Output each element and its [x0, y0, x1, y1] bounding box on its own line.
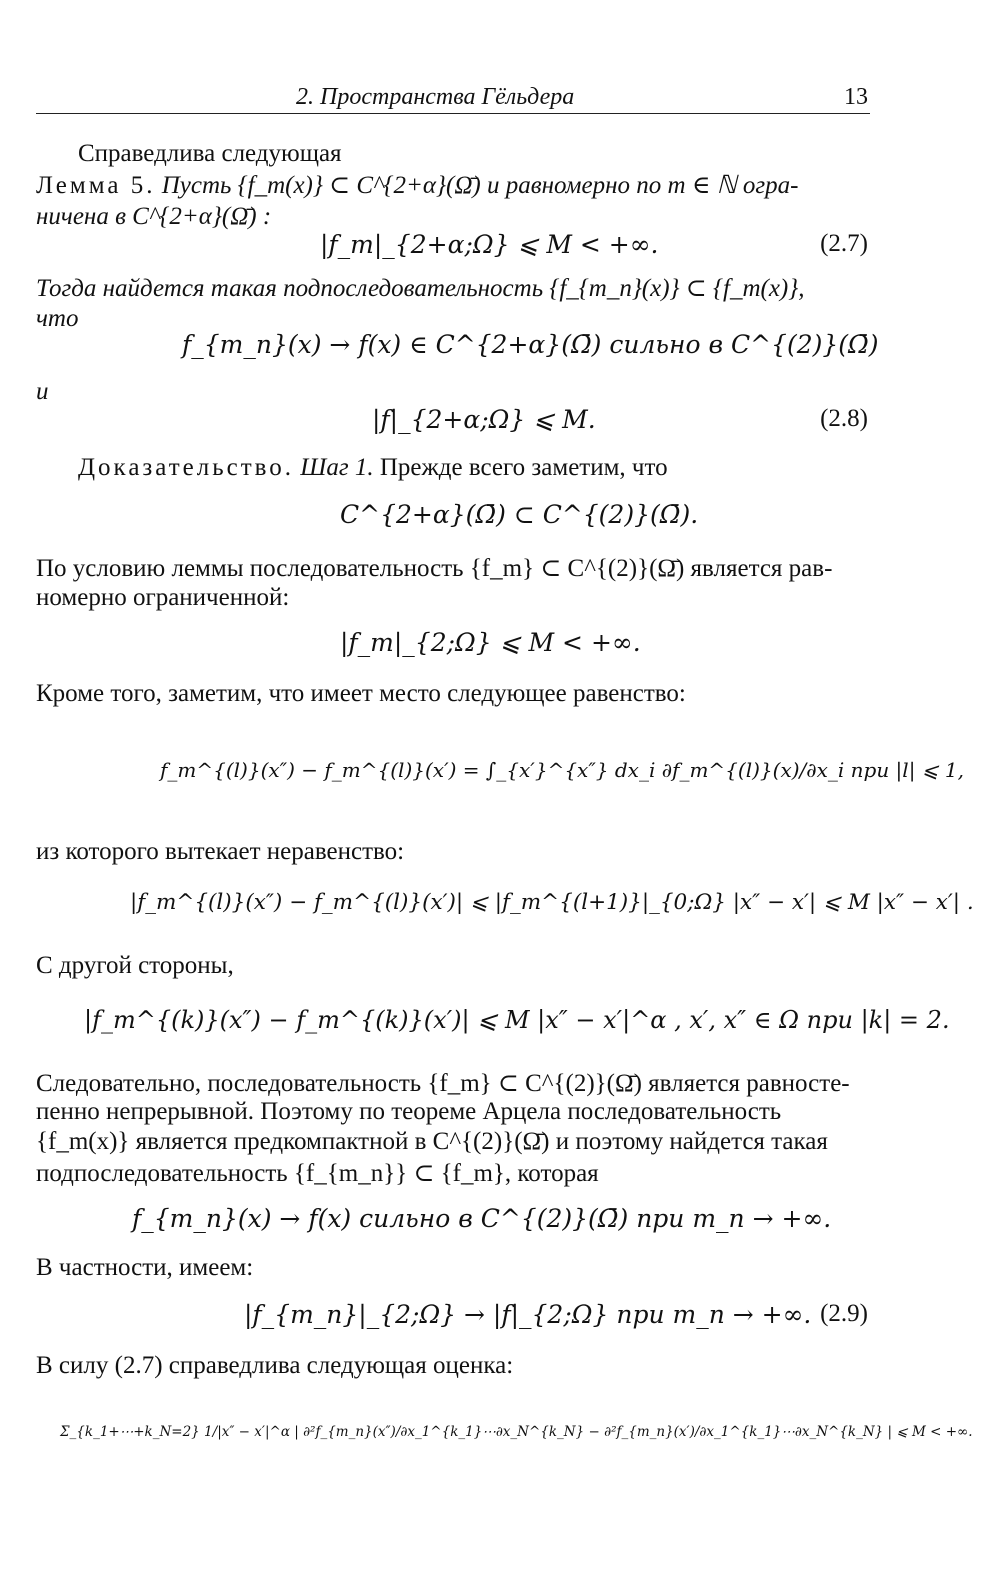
lemma-label: Лемма 5. — [36, 172, 156, 199]
inequality-1: |f_m^{(l)}(x″) − f_m^{(l)}(x′)| ⩽ |f_m^{(l+1)}|_{0;Ω} |x″ − x′| ⩽ M |x″ − x′| . — [130, 890, 974, 915]
eq-2-9: |f_{m_n}|_{2;Ω} → |f|_{2;Ω} при m_n → +∞. — [244, 1300, 812, 1329]
proof-label: Доказательство. — [78, 454, 295, 481]
para1-line-1: По условию леммы последовательность {f_m} ⊂ C^{(2)}(Ω̄) является рав- — [36, 555, 833, 582]
inequality-2: |f_m^{(k)}(x″) − f_m^{(k)}(x′)| ⩽ M |x″ − x′|^α , x′, x″ ∈ Ω при |k| = 2. — [84, 1006, 950, 1034]
para7: В силу (2.7) справедлива следующая оценка: — [36, 1352, 514, 1379]
running-title: 2. Пространства Гёльдера — [296, 84, 575, 110]
eq-2-7-number: (2.7) — [820, 230, 868, 257]
eq-2-8: |f|_{2+α;Ω} ⩽ M. — [372, 405, 596, 434]
eq-2-7: |f_m|_{2+α;Ω} ⩽ M < +∞. — [320, 230, 659, 259]
proof-text: Прежде всего заметим, что — [379, 454, 668, 481]
eq-2-9-number: (2.9) — [820, 1300, 868, 1327]
lemma-line-1 — [36, 170, 870, 200]
para5-line-4: подпоследовательность {f_{m_n}} ⊂ {f_m}, которая — [36, 1160, 599, 1187]
para1-line-2: номерно ограниченной: — [36, 584, 290, 611]
para6: В частности, имеем: — [36, 1254, 254, 1281]
final-estimate: Σ_{k_1+⋯+k_N=2} 1/|x″ − x′|^α | ∂²f_{m_n}(x″)/∂x_1^{k_1}⋯∂x_N^{k_N} − ∂²f_{m_n}(x′)/∂x_1^{k_1}⋯∂x_N^{k_N} | ⩽ M < +∞. — [60, 1424, 973, 1440]
para2: Кроме того, заметим, что имеет место следующее равенство: — [36, 680, 686, 707]
step-label: Шаг 1. — [300, 454, 374, 481]
proof-line — [78, 454, 668, 482]
integral-equation: f_m^{(l)}(x″) − f_m^{(l)}(x′) = ∫_{x′}^{x″} dx_i ∂f_m^{(l)}(x)/∂x_i при |l| ⩽ 1, — [160, 758, 964, 782]
eq-2-8-number: (2.8) — [820, 405, 868, 432]
lemma-line-2: ничена в C^{2+α}(Ω̄) : — [36, 203, 272, 230]
lemma-text-1: Пусть {f_m(x)} ⊂ C^{2+α}(Ω̄) и равномерно по m ∈ ℕ огра- — [161, 172, 799, 199]
then-line-2: что — [36, 305, 79, 332]
para5-line-2: пенно непрерывной. Поэтому по теореме Арцела последовательность — [36, 1098, 782, 1125]
para5-line-3: {f_m(x)} является предкомпактной в C^{(2)}(Ω̄) и поэтому найдется такая — [36, 1128, 828, 1155]
para3: из которого вытекает неравенство: — [36, 838, 405, 865]
para4: С другой стороны, — [36, 952, 234, 979]
and-word: и — [36, 378, 49, 405]
para5-line-1: Следовательно, последовательность {f_m} ⊂ C^{(2)}(Ω̄) является равносте- — [36, 1070, 850, 1097]
bound-formula: |f_m|_{2;Ω} ⩽ M < +∞. — [340, 628, 641, 657]
then-line-1: Тогда найдется такая подпоследовательность {f_{m_n}(x)} ⊂ {f_m(x)}, — [36, 275, 805, 302]
header-rule — [36, 113, 870, 114]
convergence-formula: f_{m_n}(x) → f(x) ∈ C^{2+α}(Ω̄) сильно в C^{(2)}(Ω̄) — [182, 330, 879, 359]
inclusion-formula: C^{2+α}(Ω̄) ⊂ C^{(2)}(Ω̄). — [340, 500, 699, 529]
intro-line: Справедлива следующая — [78, 140, 342, 167]
convergence-formula-2: f_{m_n}(x) → f(x) сильно в C^{(2)}(Ω̄) при m_n → +∞. — [132, 1204, 832, 1233]
page-number: 13 — [844, 84, 868, 110]
